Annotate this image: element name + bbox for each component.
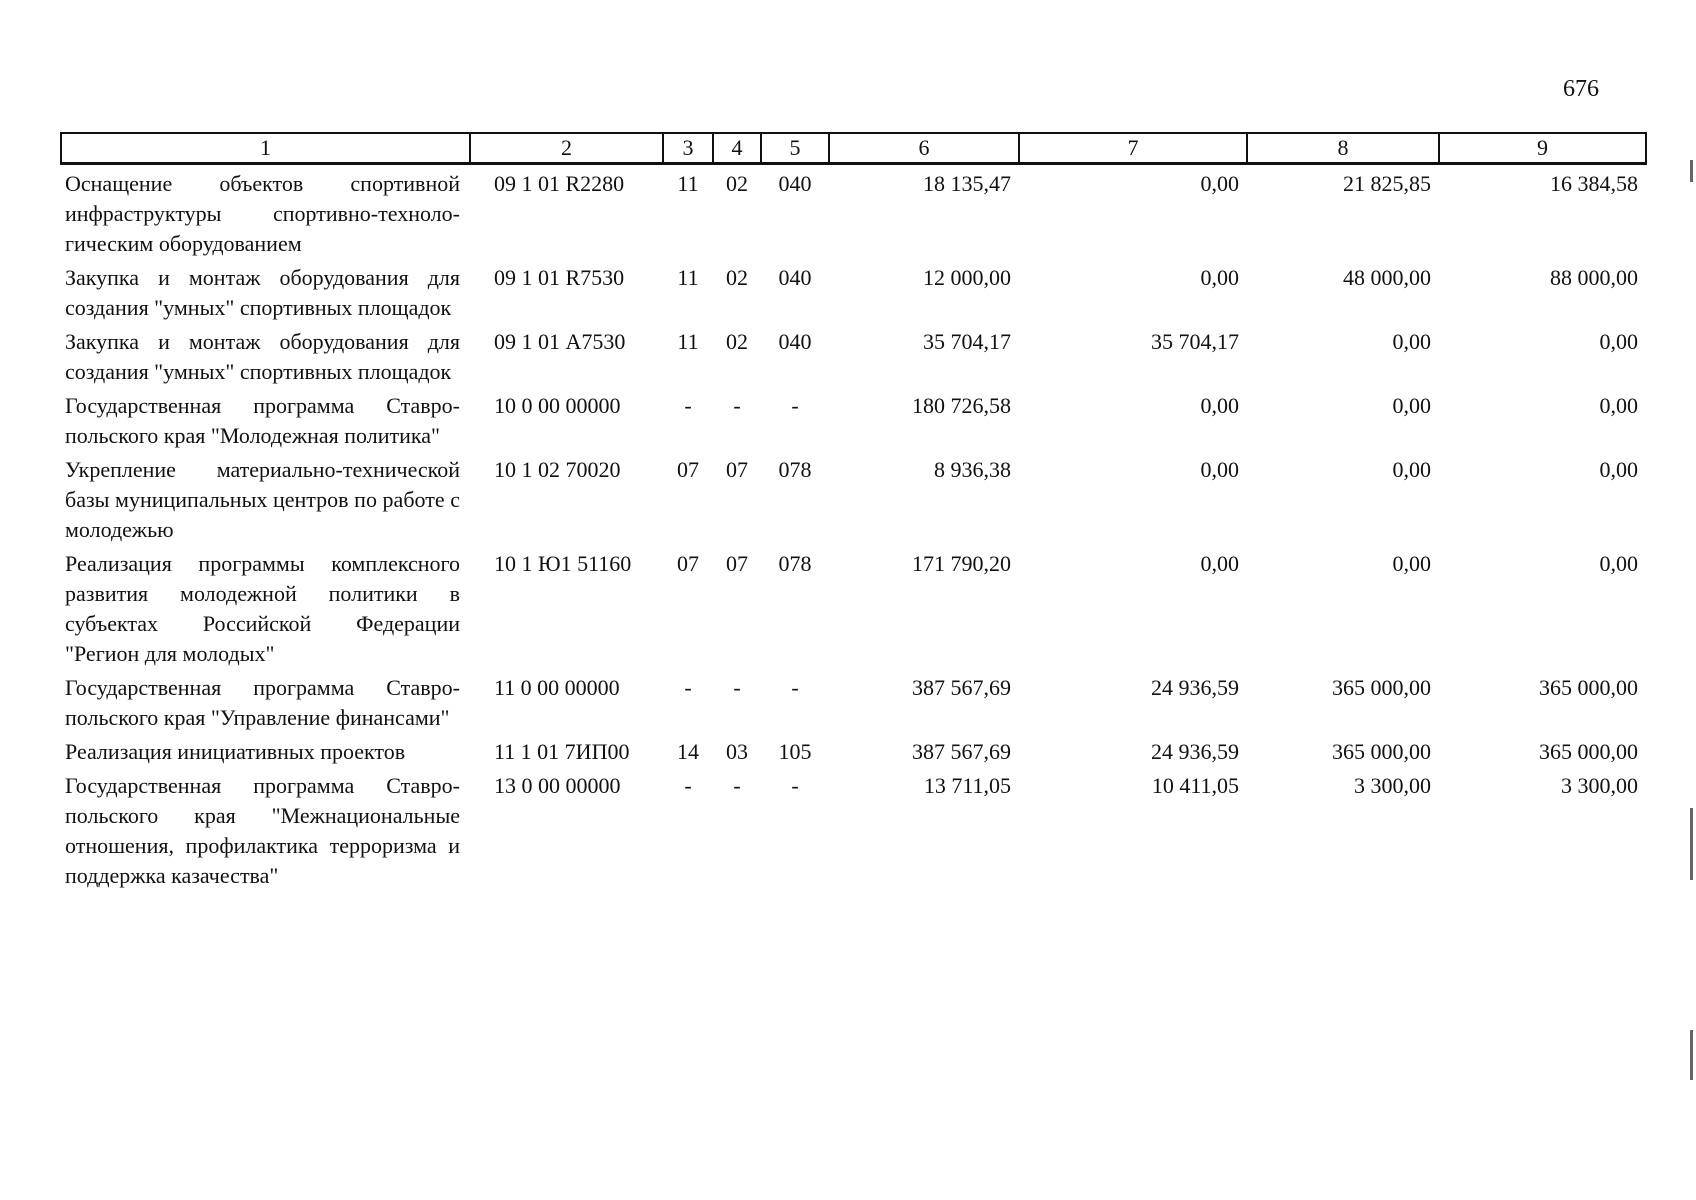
amount-col-9: 0,00 (1599, 551, 1638, 576)
program-name: Закупка и монтаж оборудования для создания "умных" спортивных площадок (65, 265, 460, 320)
amount-col-6: 180 726,58 (912, 393, 1011, 418)
section-code: - (684, 675, 692, 700)
subsection-code: 02 (726, 265, 748, 290)
amount-col-8: 0,00 (1392, 457, 1431, 482)
amount-col-7: 10 411,05 (1151, 773, 1239, 798)
program-code: 10 0 00 00000 (494, 393, 621, 418)
column-header: 6 (829, 133, 1019, 164)
amount-col-7: 0,00 (1200, 265, 1239, 290)
program-code: 09 1 01 А7530 (494, 329, 626, 354)
program-code: 10 1 02 70020 (494, 457, 621, 482)
table-row (61, 323, 1646, 387)
program-code: 09 1 01 R2280 (494, 171, 625, 196)
column-header: 1 (61, 133, 470, 164)
amount-col-8: 3 300,00 (1354, 773, 1431, 798)
amount-col-6: 8 936,38 (934, 457, 1011, 482)
amount-col-8: 21 825,85 (1343, 171, 1431, 196)
table-row (61, 767, 1646, 891)
amount-col-9: 365 000,00 (1539, 675, 1638, 700)
scan-edge-mark (1690, 808, 1693, 880)
column-header: 4 (713, 133, 761, 164)
subsection-code: - (733, 675, 741, 700)
program-code: 11 0 00 00000 (494, 675, 620, 700)
section-code: - (684, 393, 692, 418)
program-name: Закупка и монтаж оборудования для создания "умных" спортивных площадок (65, 329, 460, 384)
scan-edge-mark (1690, 160, 1693, 182)
program-name: Государственная программа Ставро-польского края "Управление финансами" (65, 675, 460, 730)
subsection-code: 07 (726, 457, 748, 482)
section-code: 07 (677, 551, 699, 576)
section-code: 14 (677, 739, 699, 764)
amount-col-7: 0,00 (1200, 457, 1239, 482)
amount-col-7: 0,00 (1200, 393, 1239, 418)
amount-col-9: 0,00 (1599, 329, 1638, 354)
ministry-code: 040 (778, 265, 812, 290)
program-name: Государственная программа Ставро-польского края "Межнациональные отношения, профилактика терроризма и поддержка казачества" (65, 773, 460, 888)
table-row (61, 733, 1646, 767)
amount-col-9: 3 300,00 (1561, 773, 1638, 798)
ministry-code: 078 (778, 551, 812, 576)
program-name: Оснащение объектов спортивной инфраструктуры спортивно-техноло-гическим оборудованием (65, 171, 460, 256)
program-code: 11 1 01 7ИП00 (494, 739, 630, 764)
section-code: 11 (677, 171, 699, 196)
amount-col-8: 48 000,00 (1343, 265, 1431, 290)
section-code: 07 (677, 457, 699, 482)
amount-col-9: 0,00 (1599, 393, 1638, 418)
ministry-code: 040 (778, 171, 812, 196)
amount-col-8: 0,00 (1392, 551, 1431, 576)
column-header: 7 (1019, 133, 1247, 164)
amount-col-6: 387 567,69 (912, 739, 1011, 764)
table-row (61, 669, 1646, 733)
subsection-code: 02 (726, 171, 748, 196)
program-name: Государственная программа Ставро-польского края "Молодежная политика" (65, 393, 460, 448)
amount-col-8: 0,00 (1392, 393, 1431, 418)
scan-edge-mark (1690, 1030, 1693, 1080)
amount-col-7: 24 936,59 (1151, 739, 1239, 764)
table-row (61, 259, 1646, 323)
section-code: - (684, 773, 692, 798)
program-name: Укрепление материально-технической базы муниципальных центров по работе с молодежью (65, 457, 460, 542)
table-row (61, 451, 1646, 545)
amount-col-9: 0,00 (1599, 457, 1638, 482)
subsection-code: 03 (726, 739, 748, 764)
amount-col-8: 365 000,00 (1332, 675, 1431, 700)
amount-col-6: 13 711,05 (923, 773, 1011, 798)
table-row (61, 164, 1646, 260)
amount-col-8: 0,00 (1392, 329, 1431, 354)
program-name: Реализация инициативных проектов (65, 739, 406, 764)
amount-col-9: 365 000,00 (1539, 739, 1638, 764)
table-row (61, 387, 1646, 451)
budget-table (60, 132, 1647, 891)
column-header: 8 (1247, 133, 1439, 164)
column-header: 5 (761, 133, 829, 164)
amount-col-9: 88 000,00 (1550, 265, 1638, 290)
section-code: 11 (677, 329, 699, 354)
ministry-code: 040 (778, 329, 812, 354)
amount-col-6: 35 704,17 (923, 329, 1011, 354)
subsection-code: 02 (726, 329, 748, 354)
amount-col-7: 35 704,17 (1151, 329, 1239, 354)
header-row (61, 133, 1646, 164)
program-code: 10 1 Ю1 51160 (494, 551, 632, 576)
subsection-code: 07 (726, 551, 748, 576)
ministry-code: 078 (778, 457, 812, 482)
amount-col-7: 0,00 (1200, 171, 1239, 196)
page-number: 676 (1563, 76, 1599, 102)
subsection-code: - (733, 393, 741, 418)
section-code: 11 (677, 265, 699, 290)
column-header: 2 (470, 133, 663, 164)
program-code: 13 0 00 00000 (494, 773, 621, 798)
program-code: 09 1 01 R7530 (494, 265, 625, 290)
table-row (61, 545, 1646, 669)
amount-col-8: 365 000,00 (1332, 739, 1431, 764)
amount-col-7: 24 936,59 (1151, 675, 1239, 700)
ministry-code: - (791, 393, 799, 418)
column-header: 3 (663, 133, 713, 164)
amount-col-7: 0,00 (1200, 551, 1239, 576)
amount-col-6: 18 135,47 (923, 171, 1011, 196)
amount-col-9: 16 384,58 (1550, 171, 1638, 196)
column-header: 9 (1439, 133, 1646, 164)
amount-col-6: 387 567,69 (912, 675, 1011, 700)
ministry-code: - (791, 773, 799, 798)
ministry-code: - (791, 675, 799, 700)
amount-col-6: 12 000,00 (923, 265, 1011, 290)
subsection-code: - (733, 773, 741, 798)
program-name: Реализация программы комплексного развития молодежной политики в субъектах Российской Федерации "Регион для молодых" (65, 551, 460, 666)
amount-col-6: 171 790,20 (912, 551, 1011, 576)
ministry-code: 105 (778, 739, 812, 764)
